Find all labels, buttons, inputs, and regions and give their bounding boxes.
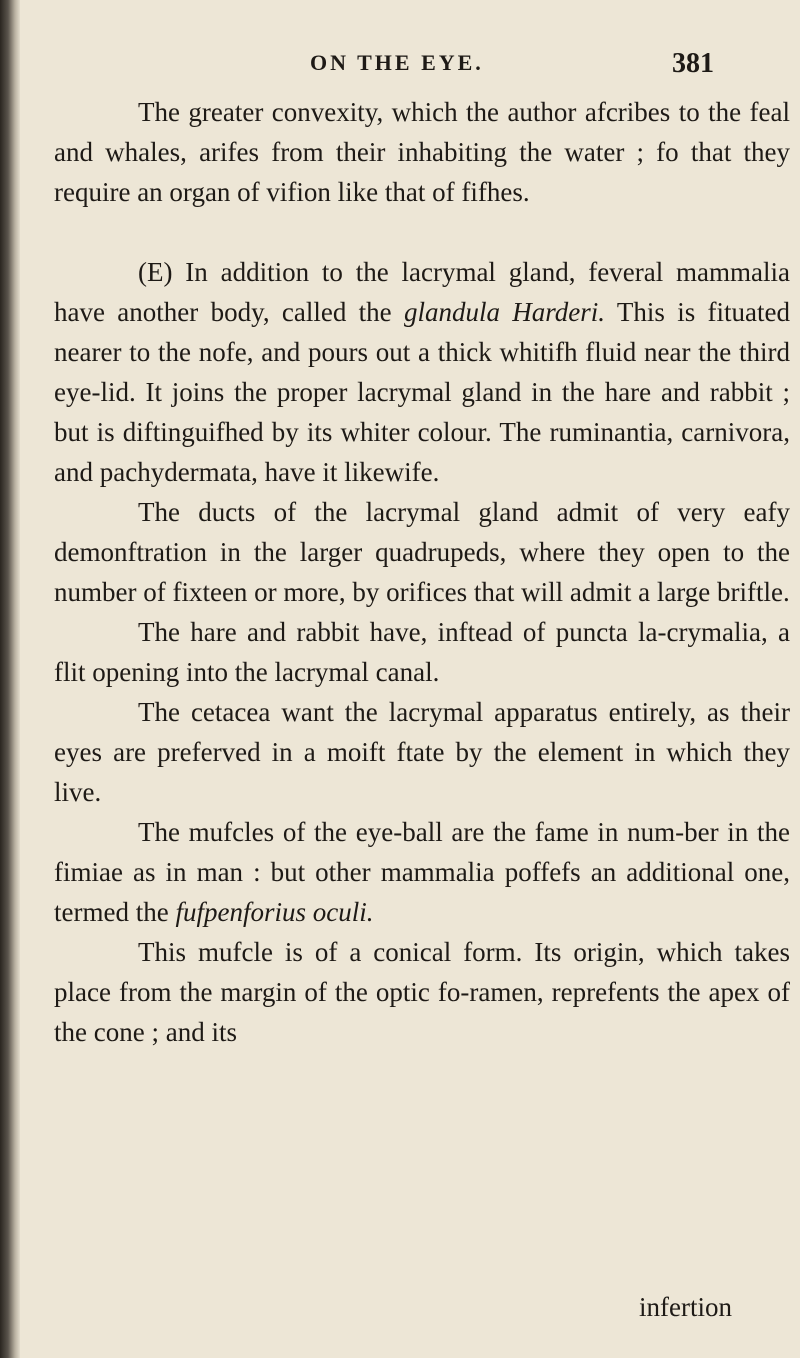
book-gutter: [0, 0, 20, 1358]
italic-term: puncta: [555, 617, 628, 647]
catchword: infertion: [639, 1292, 732, 1322]
paragraph-6: The mufcles of the eye-ball are the fame in num-ber in the fimiae as in man : but other mammalia poffefs an additional one, termed the fufpenforius oculi.: [54, 817, 790, 927]
paragraph-2: (E) In addition to the lacrymal gland, feveral mammalia have another body, called the glandula Harderi. This is fituated nearer to the nofe, and pours out a thick whitifh fluid near the third eye-lid. It joins the proper lacrymal gland in the hare and rabbit ; but is diftinguifhed by its whiter colour. The ruminantia, carnivora, and pachydermata, have it likewife.: [54, 257, 790, 487]
page-number: 381: [672, 48, 714, 79]
running-head: ON THE EYE.: [310, 50, 484, 75]
paragraph-4: The hare and rabbit have, inftead of puncta la-crymalia, a flit opening into the lacrymal canal.: [54, 617, 790, 687]
paragraph-7: This mufcle is of a conical form. Its origin, which takes place from the margin of the optic fo-ramen, reprefents the apex of the cone ; and its: [54, 937, 790, 1047]
body-text: [54, 92, 790, 1052]
italic-term: fufpenforius oculi.: [175, 897, 374, 927]
book-page: [54, 0, 790, 1358]
italic-term: glandula Harderi.: [403, 297, 606, 327]
paragraph-5: The cetacea want the lacrymal apparatus entirely, as their eyes are preferved in a moift ftate by the element in which they live.: [54, 697, 790, 807]
paragraph-1: The greater convexity, which the author afcribes to the feal and whales, arifes from their inhabiting the water ; fo that they require an organ of vifion like that of fifhes.: [54, 97, 790, 207]
paragraph-3: The ducts of the lacrymal gland admit of very eafy demonftration in the larger quadrupeds, where they open to the number of fixteen or more, by orifices that will admit a large briftle.: [54, 497, 790, 607]
page-header: [54, 50, 790, 90]
